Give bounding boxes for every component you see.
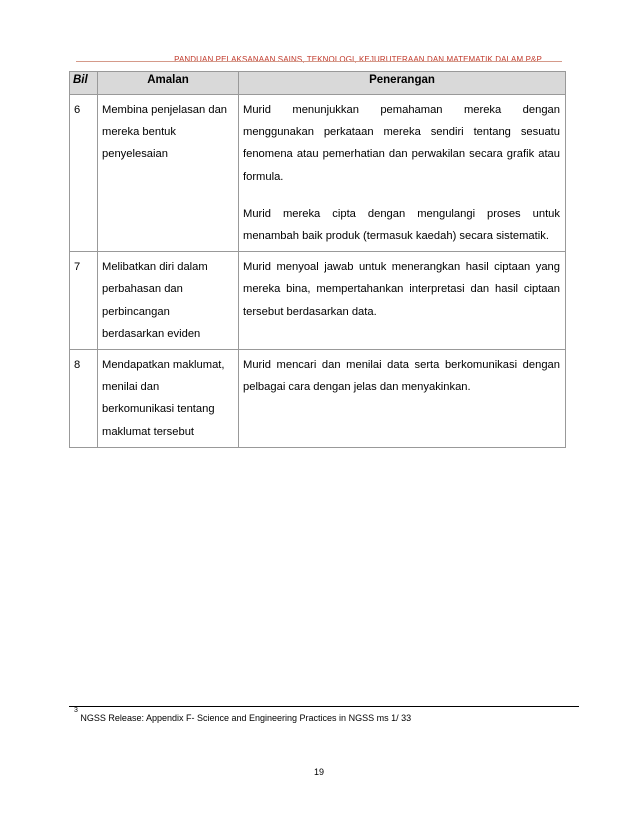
table-row [70, 350, 566, 448]
column-header-amalan: Amalan [98, 72, 239, 95]
practices-table [69, 71, 566, 448]
row-penerangan [239, 252, 566, 350]
header-title: PANDUAN PELAKSANAAN SAINS, TEKNOLOGI, KEJURUTERAAN DAN MATEMATIK DALAM P&P [174, 55, 542, 64]
row-penerangan [239, 95, 566, 252]
row-number: 8 [70, 350, 98, 448]
header-rule [76, 61, 562, 62]
penerangan-paragraph: Murid mereka cipta dengan mengulangi proses untuk menambah baik produk (termasuk kaedah) secara sistematik. [243, 207, 560, 243]
row-penerangan [239, 350, 566, 448]
row-number: 6 [70, 95, 98, 252]
row-amalan: Mendapatkan maklumat, menilai dan berkomunikasi tentang maklumat tersebut [98, 350, 239, 448]
column-header-bil: Bil [70, 72, 98, 95]
page-number: 19 [313, 767, 324, 777]
row-amalan: Membina penjelasan dan mereka bentuk penyelesaian [98, 95, 239, 252]
table-row [70, 95, 566, 252]
footnote-marker: 3 [74, 707, 78, 714]
penerangan-paragraph: Murid mencari dan menilai data serta berkomunikasi dengan pelbagai cara dengan jelas dan menyakinkan. [243, 359, 560, 394]
table-header-row [70, 72, 566, 95]
page-header [0, 49, 638, 67]
column-header-penerangan: Penerangan [239, 72, 566, 95]
table-row [70, 252, 566, 350]
penerangan-paragraph: Murid menunjukkan pemahaman mereka dengan menggunakan perkataan mereka sendiri tentang sesuatu fenomena atau pemerhatian dan perwakilan secara grafik atau formula. [243, 104, 560, 183]
footnote-text: NGSS Release: Appendix F- Science and Engineering Practices in NGSS ms 1/ 33 [80, 713, 412, 723]
row-amalan: Melibatkan diri dalam perbahasan dan perbincangan berdasarkan eviden [98, 252, 239, 350]
penerangan-paragraph: Murid menyoal jawab untuk menerangkan hasil ciptaan yang mereka bina, mempertahankan interpretasi dan hasil ciptaan tersebut berdasarkan data. [243, 261, 560, 318]
footnote-rule [69, 706, 579, 707]
footnote [74, 707, 412, 723]
row-number: 7 [70, 252, 98, 350]
